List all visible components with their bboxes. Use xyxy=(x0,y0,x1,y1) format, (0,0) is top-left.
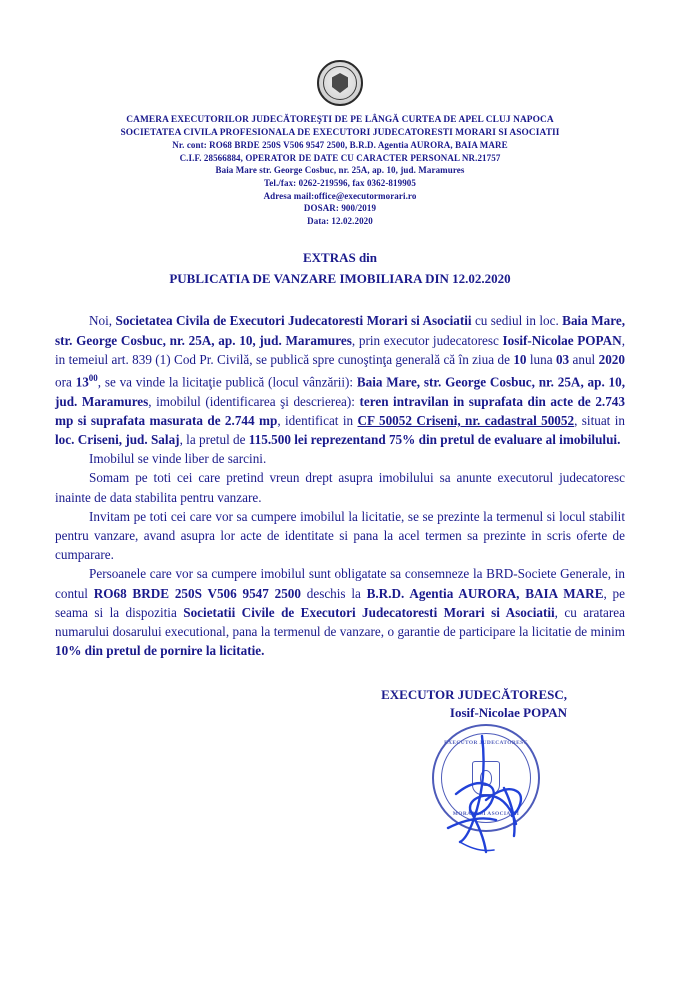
p1-text-5: luna xyxy=(526,351,556,367)
p1-text-3: , prin executor judecatoresc xyxy=(351,332,503,348)
letterhead-line-chamber: CAMERA EXECUTORILOR JUDECĂTOREŞTI DE PE LÂNGĂ CURTEA DE APEL CLUJ NAPOCA xyxy=(126,115,554,125)
coat-of-arms-icon xyxy=(317,60,363,106)
letterhead-line-account: Nr. cont: RO68 BRDE 250S V506 9547 2500, B.R.D. Agentia AURORA, BAIA MARE xyxy=(172,140,508,151)
p1-text-10: , identificat in xyxy=(277,412,358,428)
stamp-emblem-icon xyxy=(472,761,500,795)
p1-text-12: , la pretul de xyxy=(179,431,249,447)
paragraph-invitation: Invitam pe toti cei care vor sa cumpere imobilul la licitatie, se se prezinte la termenul si locul stabilit pentru vanzare, avand asupra lor acte de identitate si pana la acel termen sa prezinte in scris oferte de cumparare. xyxy=(55,508,625,563)
p1-text-9: , imobilul (identificarea şi descrierea): xyxy=(148,393,360,409)
p1-property-location: loc. Criseni, jud. Salaj xyxy=(55,431,180,447)
p5-beneficiary: Societatii Civile de Executori Judecatoresti Morari si Asociatii xyxy=(183,604,555,620)
letterhead-line-address: Baia Mare str. George Cosbuc, nr. 25A, ap. 10, jud. Maramures xyxy=(215,165,465,176)
p1-property-description: teren intravilan in suprafata din acte de 2.743 mp si suprafata masurata de 2.744 mp xyxy=(55,393,625,428)
p1-year: 2020 xyxy=(598,351,625,367)
p1-sale-location: Baia Mare, str. George Cosbuc, nr. 25A, ap. 10, jud. Maramures xyxy=(55,374,625,409)
p1-price: 115.500 lei reprezentand 75% din pretul de evaluare al imobilului. xyxy=(248,431,621,447)
p1-address: Baia Mare, str. George Cosbuc, nr. 25A, ap. 10, jud. Maramures xyxy=(55,313,626,348)
p1-text-8: , se va vinde la licitaţie publică (locul vânzării): xyxy=(97,374,357,390)
letterhead-line-date: Data: 12.02.2020 xyxy=(307,215,373,226)
p1-hour-minutes: 00 xyxy=(88,372,98,383)
letterhead-line-cif: C.I.F. 28566884, OPERATOR DE DATE CU CARACTER PERSONAL NR.21757 xyxy=(179,152,501,163)
p1-hour: 13 xyxy=(75,374,89,390)
letterhead xyxy=(55,114,625,227)
stamp-and-signature-area xyxy=(0,718,680,888)
paragraph-main xyxy=(55,311,625,449)
p1-text-6: anul xyxy=(569,351,599,367)
p1-company: Societatea Civila de Executori Judecatoresti Morari si Asociatii xyxy=(115,313,472,329)
p5-text-4: , cu aratarea numarului dosarului executional, pana la termenul de vanzare, o garantie de participare la licitatie de minim xyxy=(55,604,625,639)
p1-month: 03 xyxy=(555,351,570,367)
paragraph-free-of-charges: Imobilul se vinde liber de sarcini. xyxy=(89,451,267,467)
round-stamp-icon xyxy=(432,724,540,832)
document-body xyxy=(55,311,625,660)
emblem-container xyxy=(55,60,625,106)
letterhead-line-phone: Tel./fax: 0262-219596, fax 0362-819905 xyxy=(264,177,416,188)
title-line-1: EXTRAS din xyxy=(302,250,378,266)
coat-of-arms-shield xyxy=(332,73,348,93)
p1-text-11: , situat in xyxy=(574,412,625,428)
p5-bank: B.R.D. Agentia AURORA, BAIA MARE xyxy=(366,585,604,601)
p1-text-2: cu sediul in loc. xyxy=(471,313,563,329)
letterhead-line-dosar: DOSAR: 900/2019 xyxy=(303,203,377,214)
stamp-top-text: EXECUTOR JUDECATORESC xyxy=(444,740,528,746)
handwritten-signature-icon xyxy=(420,728,570,878)
document-title xyxy=(55,247,625,289)
letterhead-line-company: SOCIETATEA CIVILA PROFESIONALA DE EXECUTORI JUDECATORESTI MORARI SI ASOCIATII xyxy=(120,127,560,138)
p5-text-1: Persoanele care vor sa cumpere imobilul sunt obligatate sa consemneze la BRD-Societe Generale, in contul xyxy=(55,566,625,601)
p1-day: 10 xyxy=(513,351,527,367)
p1-text-4: , in temeiul art. 839 (1) Cod Pr. Civilă, se publică spre cunoştinţa generală că în ziua de xyxy=(55,332,625,367)
signature-name: Iosif-Nicolae POPAN xyxy=(449,705,567,721)
p1-executor-name: Iosif-Nicolae POPAN xyxy=(502,332,622,348)
p1-text-7: ora xyxy=(55,374,76,390)
signature-title: EXECUTOR JUDECĂTORESC, xyxy=(381,687,567,703)
p5-text-2: deschis la xyxy=(301,585,367,601)
p1-text-1: Noi, xyxy=(89,313,116,329)
p5-guarantee: 10% din pretul de pornire la licitatie. xyxy=(55,643,265,659)
paragraph-deposit xyxy=(55,564,625,660)
p5-text-3: , pe seama si la dispozitia xyxy=(55,585,626,620)
signature-block xyxy=(55,686,625,722)
p1-land-registry: CF 50052 Criseni, nr. cadastral 50052 xyxy=(357,412,575,428)
letterhead-line-email: Adresa mail:office@executormorari.ro xyxy=(263,190,417,201)
title-line-2: PUBLICATIA DE VANZARE IMOBILIARA DIN 12.02.2020 xyxy=(169,271,511,287)
paragraph-notice: Somam pe toti cei care pretind vreun drept asupra imobilului sa anunte executorul judecatoresc inainte de data stabilita pentru vanzare. xyxy=(55,470,625,505)
stamp-bottom-text: MORARI SI ASOCIATII xyxy=(452,811,520,817)
p5-iban: RO68 BRDE 250S V506 9547 2500 xyxy=(93,585,301,601)
